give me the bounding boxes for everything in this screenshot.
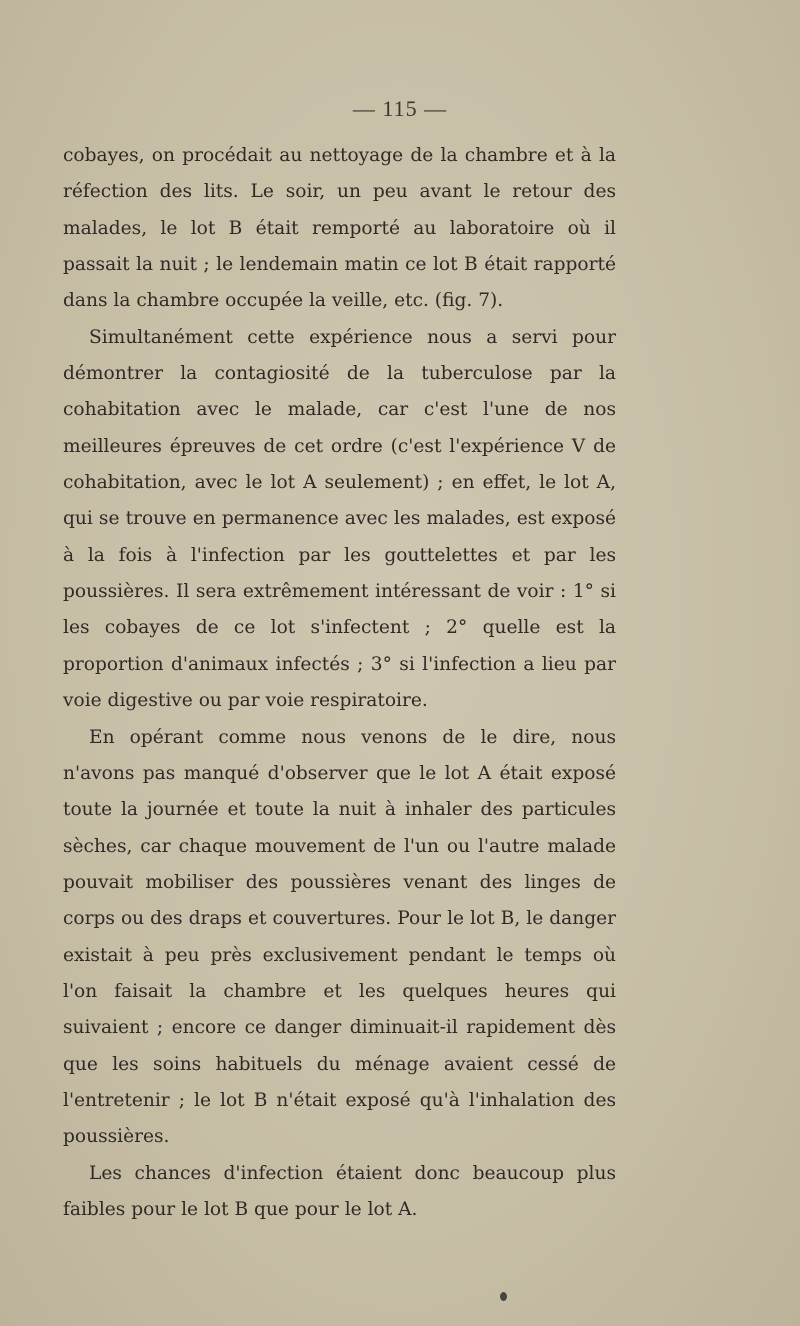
ink-speck [500, 1292, 507, 1301]
paragraph-continued: cobayes, on procédait au nettoyage de la chambre et à la réfection des lits. Le soir, un peu avant le retour des malades, le lot B était remporté au laboratoire où il passait la nuit ; le lendemain matin ce lot B était rapporté dans la chambre occupée la veille, etc. (fig. 7). [63, 145, 616, 312]
page-number: — 115 — [352, 96, 448, 121]
paragraph-conclusion: Les chances d'infection étaient donc beaucoup plus faibles pour le lot B que pour le lot A. [63, 1162, 616, 1220]
paragraph-exposure: En opérant comme nous venons de le dire, nous n'avons pas manqué d'observer que le lot A était exposé toute la journée et toute la nuit à inhaler des particules sèches, car chaque mouvement de l'un ou l'autre malade pouvait mobiliser des poussières venant des linges de corps ou des draps et couvertures. Pour le lot B, le danger existait à peu près exclusivement pendant le temps où l'on faisait la chambre et les quelques heures qui suivaient ; encore ce danger diminuait-il rapidement dès que les soins habituels du ménage avaient cessé de l'entretenir ; le lot B n'était exposé qu'à l'inhalation des poussières. [63, 726, 616, 1148]
body-text [63, 138, 616, 1228]
paragraph-cohabitation: Simultanément cette expérience nous a servi pour démontrer la contagiosité de la tuberculose par la cohabitation avec le malade, car c'est l'une de nos meilleures épreuves de cet ordre (c'est l'expérience V de cohabitation, avec le lot A seulement) ; en effet, le lot A, qui se trouve en permanence avec les malades, est exposé à la fois à l'infection par les gouttelettes et par les poussières. Il sera extrêmement intéressant de voir : 1° si les cobayes de ce lot s'infectent ; 2° quelle est la proportion d'animaux infectés ; 3° si l'infection a lieu par voie digestive ou par voie respiratoire. [63, 326, 616, 712]
